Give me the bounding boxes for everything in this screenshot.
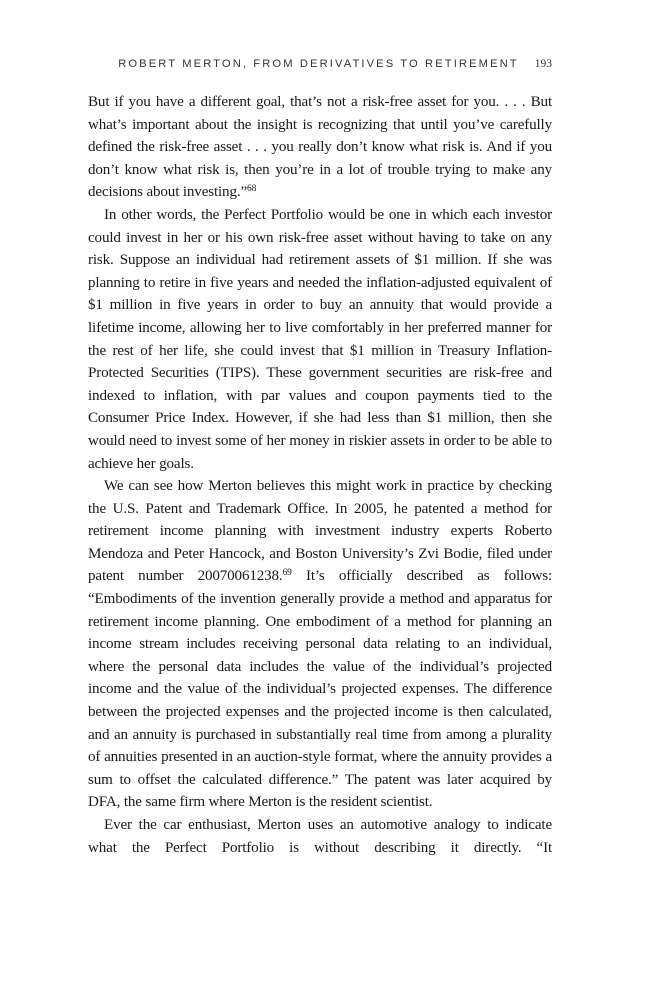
paragraph-car-analogy: [88, 814, 552, 859]
paragraph-text: But if you have a different goal, that’s not a risk-free asset for you. . . . But what’s important about the insight is recognizing that until you’ve carefully defined the risk-free asset . . . you really don’t know what risk is. And if you don’t know what risk is, then you’re in a lot of trouble trying to make any decisions about investing.”: [88, 94, 552, 201]
paragraph-perfect-portfolio: [88, 204, 552, 475]
paragraph-text: Ever the car enthusiast, Merton uses an automotive analogy to indicate what the Perfect Portfolio is without describing it directly. “It: [88, 817, 552, 856]
paragraph-text: In other words, the Perfect Portfolio would be one in which each investor could invest in her or his own risk-free asset without having to take on any risk. Suppose an individual had retirement assets of $1 million. If she was planning to retire in five years and needed the inflation-adjusted equivalent of $1 million in five years in order to buy an annuity that would provide a lifetime income, allowing her to live comfortably in her preferred manner for the rest of her life, she could invest that $1 million in Treasury Inflation-Protected Securities (TIPS). These government securities are risk-free and indexed to inflation, with par values and coupon payments tied to the Consumer Price Index. However, if she had less than $1 million, then she would need to invest some of her money in riskier assets in order to be able to achieve her goals.: [88, 206, 552, 472]
paragraph-text: We can see how Merton believes this might work in practice by checking the U.S. Patent and Trademark Office. In 2005, he patented a method for retirement income planning with investment industry experts Roberto Mendoza and Peter Hancock, and Boston University’s Zvi Bodie, filed under patent number 20070061238.: [88, 478, 552, 585]
paragraph-text: It’s officially described as follows: “Embodiments of the invention generally provide a method and apparatus for retirement income planning. One embodiment of a method for planning an income stream includes receiving personal data relating to an individual, where the personal data includes the value of the individual’s projected income and the value of the individual’s projected expenses. The difference between the projected expenses and the projected income is then calculated, and an annuity is purchased in substantially real time from among a plurality of annuities presented in an auction-style format, where the annuity provides a sum to offset the calculated difference.” The patent was later acquired by DFA, the same firm where Merton is the resident scientist.: [88, 568, 552, 811]
paragraph-quote-continuation: [88, 91, 552, 204]
page-number: 193: [534, 58, 552, 70]
running-header-title: ROBERT MERTON, FROM DERIVATIVES TO RETIREMENT: [118, 58, 519, 70]
footnote-marker-68: 68: [247, 184, 257, 195]
running-header: [88, 58, 552, 78]
paragraph-patent: [88, 475, 552, 814]
footnote-marker-69: 69: [282, 568, 292, 579]
body-text: [88, 91, 552, 859]
